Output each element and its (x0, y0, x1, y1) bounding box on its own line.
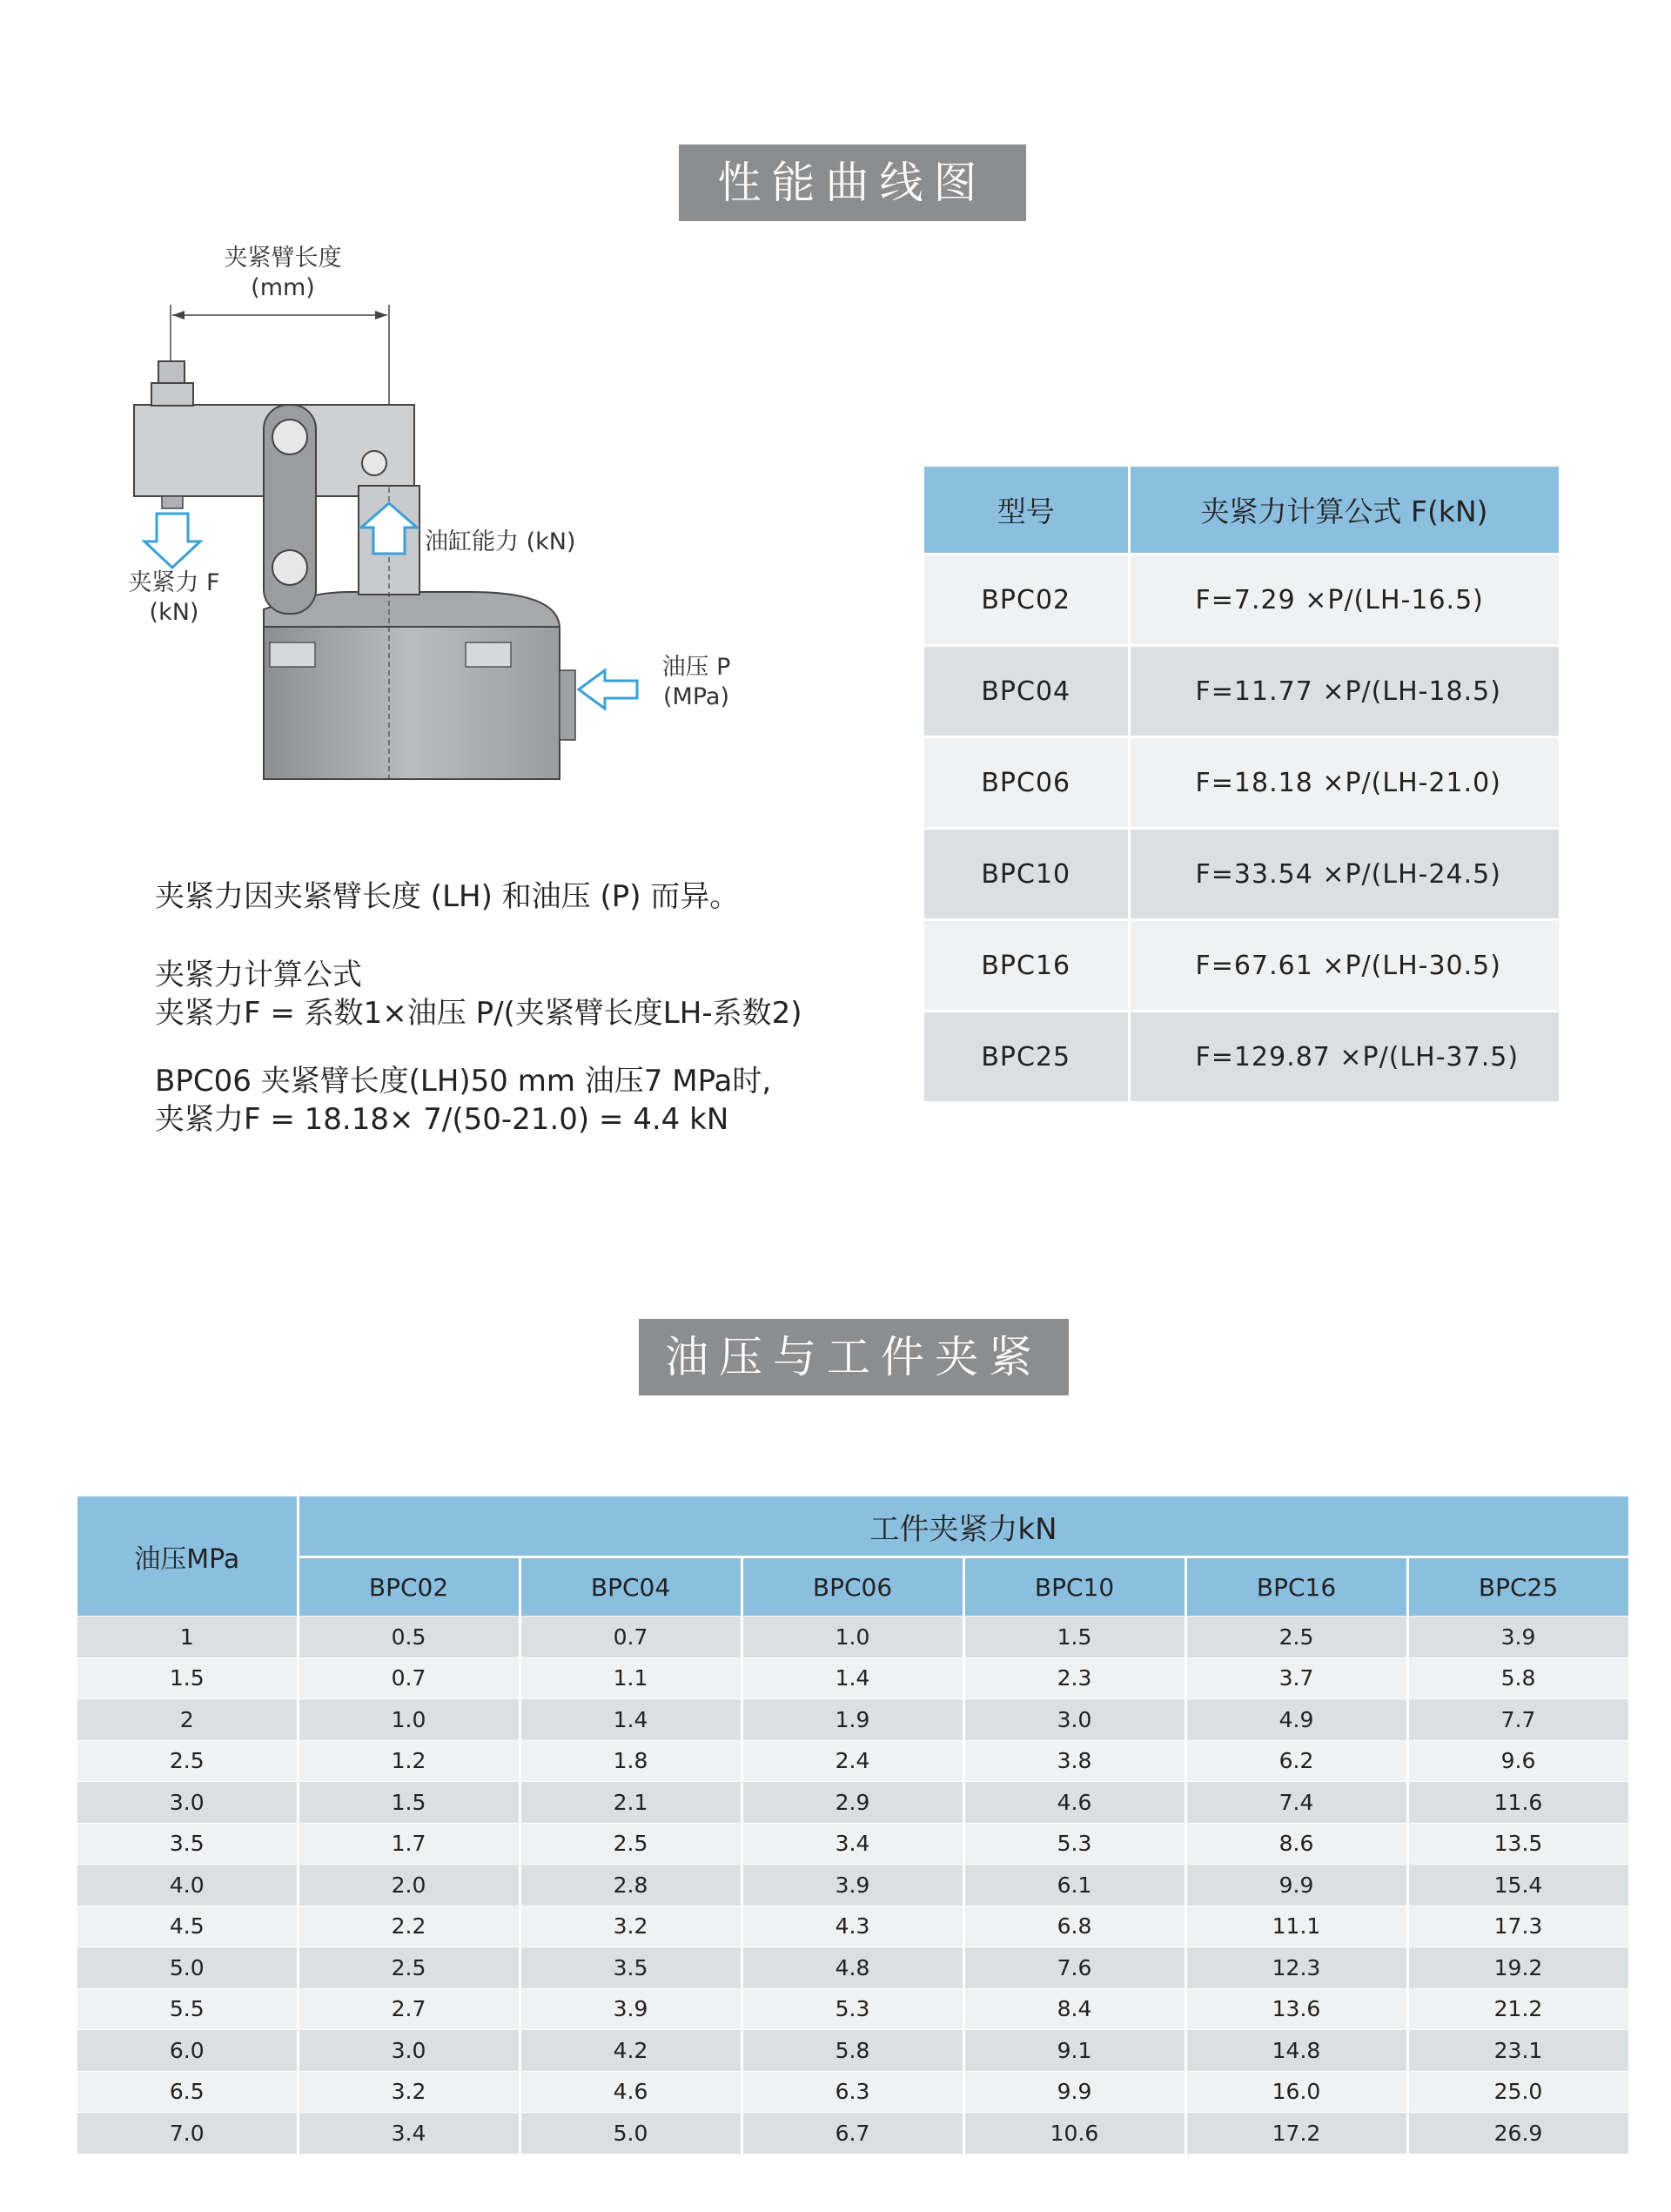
formula-cell: F=7.29 ×P/(LH-16.5) (1129, 555, 1560, 646)
force-cell: 5.0 (520, 2113, 742, 2154)
force-cell: 3.4 (742, 1823, 963, 1865)
force-cell: 3.9 (1407, 1617, 1629, 1658)
force-cell: 2.9 (742, 1782, 963, 1824)
force-cell: 1.0 (742, 1617, 963, 1658)
table-row (924, 1012, 1560, 1102)
formula-cell: F=18.18 ×P/(LH-21.0) (1129, 737, 1560, 829)
force-cell: 1.5 (963, 1617, 1185, 1658)
force-cell: 15.4 (1407, 1865, 1629, 1906)
pressure-cell: 3.0 (77, 1782, 298, 1824)
force-cell: 1.2 (298, 1740, 520, 1782)
clamp-drawing (104, 244, 766, 801)
force-cell: 5.3 (742, 1988, 963, 2030)
note-line-3: 夹紧力F = 系数1×油压 P/(夹紧臂长度LH-系数2) (155, 996, 802, 1031)
force-cell: 9.9 (1185, 1865, 1407, 1906)
header-model: BPC02 (298, 1557, 520, 1617)
force-cell: 9.6 (1407, 1740, 1629, 1782)
force-cell: 1.4 (520, 1699, 742, 1741)
force-cell: 4.2 (520, 2030, 742, 2072)
force-cell: 17.2 (1185, 2113, 1407, 2154)
force-cell: 0.7 (520, 1617, 742, 1658)
force-cell: 2.1 (520, 1782, 742, 1824)
force-cell: 3.8 (963, 1740, 1185, 1782)
clamp-force-unit: (kN) (149, 599, 199, 626)
force-cell: 21.2 (1407, 1988, 1629, 2030)
force-cell: 3.2 (520, 1906, 742, 1947)
table-row (77, 1988, 1629, 2030)
force-cell: 9.9 (963, 2071, 1185, 2113)
force-cell: 6.8 (963, 1906, 1185, 1947)
clamp-diagram (104, 244, 766, 801)
table-row (77, 1947, 1629, 1989)
pressure-cell: 6.0 (77, 2030, 298, 2072)
force-cell: 11.1 (1185, 1906, 1407, 1947)
model-cell: BPC25 (924, 1012, 1129, 1102)
pressure-cell: 3.5 (77, 1823, 298, 1865)
pressure-cell: 4.0 (77, 1865, 298, 1906)
model-cell: BPC04 (924, 646, 1129, 737)
formula-table-header (924, 467, 1560, 555)
table-row (77, 1740, 1629, 1782)
cylinder-force-label: 油缸能力 (kN) (425, 528, 576, 555)
table-row (77, 2030, 1629, 2072)
force-cell: 0.7 (298, 1657, 520, 1699)
pressure-cell: 6.5 (77, 2071, 298, 2113)
force-cell: 5.3 (963, 1823, 1185, 1865)
force-cell: 3.4 (298, 2113, 520, 2154)
table-row (77, 1865, 1629, 1906)
force-cell: 2.0 (298, 1865, 520, 1906)
note-line-1: 夹紧力因夹紧臂长度 (LH) 和油压 (P) 而异。 (155, 879, 740, 914)
force-cell: 4.6 (963, 1782, 1185, 1824)
table-row (77, 1657, 1629, 1699)
oil-pressure-label: 油压 P (661, 654, 731, 681)
force-cell: 3.0 (298, 2030, 520, 2072)
force-cell: 7.7 (1407, 1699, 1629, 1741)
force-cell: 2.5 (520, 1823, 742, 1865)
pressure-cell: 1.5 (77, 1657, 298, 1699)
header-model: BPC10 (963, 1557, 1185, 1617)
force-cell: 23.1 (1407, 2030, 1629, 2072)
pressure-cell: 4.5 (77, 1906, 298, 1947)
table-row (924, 829, 1560, 920)
pressure-cell: 2 (77, 1699, 298, 1741)
header-model: BPC06 (742, 1557, 963, 1617)
pressure-cell: 5.5 (77, 1988, 298, 2030)
force-cell: 6.1 (963, 1865, 1185, 1906)
force-cell: 2.8 (520, 1865, 742, 1906)
force-cell: 1.7 (298, 1823, 520, 1865)
force-table-body (77, 1617, 1629, 2154)
arm-length-unit: (mm) (251, 274, 315, 301)
header-model: BPC16 (1185, 1557, 1407, 1617)
force-cell: 1.8 (520, 1740, 742, 1782)
formula-cell: F=67.61 ×P/(LH-30.5) (1129, 920, 1560, 1012)
arm-length-label: 夹紧臂长度 (224, 245, 342, 272)
force-cell: 8.4 (963, 1988, 1185, 2030)
force-cell: 7.4 (1185, 1782, 1407, 1824)
note-line-2: 夹紧力计算公式 (155, 958, 362, 992)
force-cell: 4.6 (520, 2071, 742, 2113)
force-cell: 3.9 (520, 1988, 742, 2030)
table-row (77, 1699, 1629, 1741)
force-cell: 13.6 (1185, 1988, 1407, 2030)
force-cell: 2.5 (298, 1947, 520, 1989)
header-model: BPC25 (1407, 1557, 1629, 1617)
force-cell: 3.7 (1185, 1657, 1407, 1699)
force-cell: 26.9 (1407, 2113, 1629, 2154)
model-cell: BPC02 (924, 555, 1129, 646)
pressure-cell: 1 (77, 1617, 298, 1658)
force-cell: 19.2 (1407, 1947, 1629, 1989)
force-cell: 12.3 (1185, 1947, 1407, 1989)
force-cell: 16.0 (1185, 2071, 1407, 2113)
model-cell: BPC16 (924, 920, 1129, 1012)
clamp-force-label: 夹紧力 F (128, 569, 220, 596)
table-row (924, 737, 1560, 829)
formula-table (924, 467, 1561, 1101)
table-row (77, 1823, 1629, 1865)
force-cell: 1.1 (520, 1657, 742, 1699)
formula-cell: F=129.87 ×P/(LH-37.5) (1129, 1012, 1560, 1102)
header-formula: 夹紧力计算公式 F(kN) (1129, 467, 1560, 555)
force-cell: 4.9 (1185, 1699, 1407, 1741)
formula-cell: F=11.77 ×P/(LH-18.5) (1129, 646, 1560, 737)
force-cell: 8.6 (1185, 1823, 1407, 1865)
table-row (77, 1782, 1629, 1824)
formula-cell: F=33.54 ×P/(LH-24.5) (1129, 829, 1560, 920)
pressure-cell: 7.0 (77, 2113, 298, 2154)
force-cell: 17.3 (1407, 1906, 1629, 1947)
model-cell: BPC10 (924, 829, 1129, 920)
section-title-performance: 性能曲线图 (679, 145, 1026, 221)
force-cell: 2.4 (742, 1740, 963, 1782)
force-cell: 1.0 (298, 1699, 520, 1741)
table-row (924, 555, 1560, 646)
force-cell: 3.9 (742, 1865, 963, 1906)
force-cell: 2.7 (298, 1988, 520, 2030)
force-cell: 6.7 (742, 2113, 963, 2154)
force-table (77, 1496, 1631, 2154)
header-model: BPC04 (520, 1557, 742, 1617)
section-title-clamp-force: 油压与工件夹紧力 (639, 1319, 1069, 1395)
header-oil-pressure: 油压MPa (77, 1496, 298, 1617)
force-cell: 4.8 (742, 1947, 963, 1989)
table-row (77, 1906, 1629, 1947)
force-cell: 1.5 (298, 1782, 520, 1824)
note-line-5: 夹紧力F = 18.18× 7/(50-21.0) = 4.4 kN (155, 1102, 729, 1137)
force-cell: 1.9 (742, 1699, 963, 1741)
force-cell: 3.2 (298, 2071, 520, 2113)
table-row (924, 646, 1560, 737)
force-cell: 6.3 (742, 2071, 963, 2113)
force-cell: 2.3 (963, 1657, 1185, 1699)
pressure-cell: 5.0 (77, 1947, 298, 1989)
header-model: 型号 (924, 467, 1129, 555)
force-cell: 5.8 (742, 2030, 963, 2072)
force-cell: 2.5 (1185, 1617, 1407, 1658)
force-cell: 11.6 (1407, 1782, 1629, 1824)
table-row (77, 1617, 1629, 1658)
table-row (924, 920, 1560, 1012)
force-cell: 4.3 (742, 1906, 963, 1947)
force-cell: 5.8 (1407, 1657, 1629, 1699)
force-cell: 2.2 (298, 1906, 520, 1947)
force-cell: 13.5 (1407, 1823, 1629, 1865)
model-cell: BPC06 (924, 737, 1129, 829)
force-cell: 6.2 (1185, 1740, 1407, 1782)
force-cell: 7.6 (963, 1947, 1185, 1989)
pressure-cell: 2.5 (77, 1740, 298, 1782)
table-row (77, 2071, 1629, 2113)
force-cell: 3.0 (963, 1699, 1185, 1741)
table-row (77, 2113, 1629, 2154)
force-cell: 10.6 (963, 2113, 1185, 2154)
note-line-4: BPC06 夹紧臂长度(LH)50 mm 油压7 MPa时, (155, 1064, 772, 1099)
oil-pressure-unit: (MPa) (663, 683, 729, 710)
force-cell: 3.5 (520, 1947, 742, 1989)
force-cell: 25.0 (1407, 2071, 1629, 2113)
force-cell: 9.1 (963, 2030, 1185, 2072)
force-cell: 0.5 (298, 1617, 520, 1658)
force-cell: 14.8 (1185, 2030, 1407, 2072)
force-cell: 1.4 (742, 1657, 963, 1699)
header-clamp-force: 工件夹紧力kN (298, 1496, 1629, 1557)
